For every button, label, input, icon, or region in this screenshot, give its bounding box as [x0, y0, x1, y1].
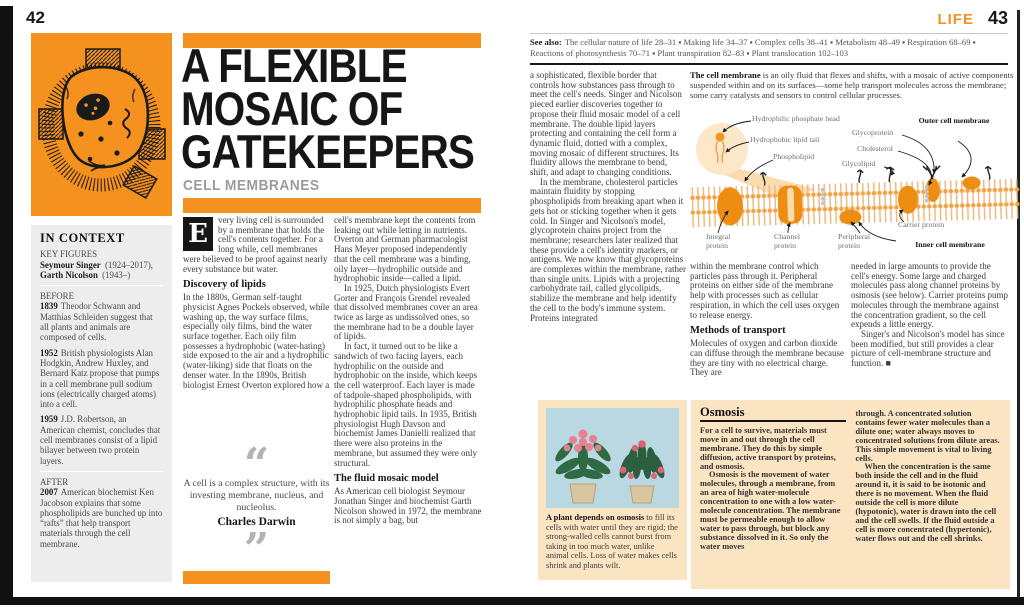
label-carrier-protein: Carrier protein	[898, 220, 945, 229]
timeline-entry: 1959 J.D. Robertson, an American chemist, concludes that cell membranes consist of a lipid bilayer between two protein layers.	[40, 414, 161, 466]
label-outer-membrane: Outer cell membrane	[918, 116, 990, 125]
drop-cap: E	[183, 217, 213, 251]
page-number-left: 42	[26, 8, 45, 27]
page-number-right: 43	[987, 8, 1008, 28]
body-paragraph: within the membrane control which particles pass through it. Peripheral proteins on either side of the membrane help with processes such as cellular respiration, in which the cell uses oxygen to release energy.	[690, 261, 840, 320]
close-quote-icon	[183, 530, 330, 560]
scan-edge-bottom	[0, 597, 1024, 605]
body-paragraph: Molecules of oxygen and carbon dioxide can diffuse through the membrane because they are tiny with no electrical charge. They are	[690, 338, 845, 378]
see-also-rule	[530, 63, 1008, 65]
diagram-caption: The cell membrane is an oily fluid that flexes and shifts, with a mosaic of active components suspended within and on its surfaces—some help transport molecules across the membrane; some carry catalysts and sensors to control cellular processes.	[690, 70, 1014, 100]
open-quote-icon	[183, 448, 330, 474]
label-glycoprotein: Glycoprotein	[852, 128, 894, 137]
divider	[40, 285, 163, 286]
body-paragraph: needed in large amounts to provide the cell's energy. Some large and charged molecules pass along channel proteins by osmosis (see below). Carrier proteins pump molecules through the membrane against the concentration gradient, so the cell expends a little energy.	[851, 261, 1008, 330]
key-figures-label: KEY FIGURES	[40, 249, 98, 260]
timeline-entry: 2007 American biochemist Ken Jacobson explains that some phospholipids are bunched up into “rafts” that help transport materials through the cell membrane.	[40, 487, 163, 549]
timeline-entry: 1952 British physiologists Alan Hodgkin, Andrew Huxley, and Bernard Katz propose that pumps in a cell membrane pull sodium ions (electrically charged atoms) into a cell.	[40, 347, 160, 410]
healthy-plant	[553, 430, 614, 504]
body-paragraph: Singer's and Nicolson's model has since been modified, but still provides a clear picture of cell-membrane structure and function. ■	[851, 328, 1005, 369]
section-heading: The fluid mosaic model	[334, 473, 439, 485]
divider	[40, 471, 163, 472]
osmosis-box	[691, 400, 1010, 589]
wilted-plant	[617, 440, 667, 503]
plant-photo-box	[538, 400, 687, 580]
label-integral-protein: Integral protein	[706, 232, 731, 250]
body-paragraph: In the membrane, cholesterol particles maintain fluidity by stopping phospholipids from breaking apart when it gets hot or sticking together when it gets cold. In Singer and Nicolson's model, glycoprotein chains project from the membrane; researchers later realized that these provide a cell's identity markers, or antigens. We now know that glycoproteins are complexes within the membrane, rather than single units. Lipids with a projecting carbohydrate tail, called glycolipids, stabilize the membrane and help identify the cell to the body's immune system. Proteins integrated	[530, 176, 686, 323]
section-heading: Methods of transport	[690, 325, 786, 337]
label-hydrophobic-tail: Hydrophobic lipid tail	[750, 135, 820, 144]
text-column-5	[851, 262, 1008, 369]
see-also: See also: The cellular nature of life 28–31 ▪ Making life 34–37 ▪ Complex cells 38–41 ▪ Metabolism 48–49 ▪ Respiration 68–69 ▪ Reactions of photosynthesis 70–71 ▪ Plant transpiration 82–83 ▪ Plant translocation 102–103	[530, 37, 976, 58]
label-inner-membrane: Inner cell membrane	[915, 240, 985, 249]
box-paragraph: For a cell to survive, materials must move in and out through the cell membrane. They do this by simple diffusion, active transport by proteins, and osmosis.	[700, 425, 836, 471]
article-title: A FLEXIBLE MOSAIC OF GATEKEEPERS	[181, 39, 475, 178]
section-heading: Discovery of lipids	[183, 279, 266, 291]
header-rule	[530, 33, 1008, 34]
plant-caption: A plant depends on osmosis to fill its cells with water until they are rigid; the strong-walled cells cannot burst from taking in too much water, unlike animal cells. Loss of water makes cells shrink and plants wilt.	[546, 513, 678, 570]
osmosis-title-rule	[700, 420, 846, 422]
key-figure: Seymour Singer (1924–2017),	[40, 259, 154, 270]
label-cholesterol: Cholesterol	[857, 144, 893, 153]
scan-edge-left	[0, 6, 13, 598]
pull-quote	[183, 448, 330, 560]
accent-bar	[183, 198, 481, 213]
key-figure: Garth Nicolson (1943–)	[40, 269, 131, 280]
before-label: BEFORE	[40, 291, 75, 302]
timeline-entry: 1839 Theodor Schwann and Matthias Schleiden suggest that all plants and animals are composed of cells.	[40, 301, 153, 343]
label-channel-protein: Channel protein	[774, 232, 800, 250]
in-context-box	[31, 225, 172, 582]
box-paragraph: through. A concentrated solution contains fewer water molecules than a dilute one; water always moves to concentrated solutions from dilute areas. This simple movement is vital to living cells.	[855, 409, 1000, 463]
plants-illustration	[546, 408, 679, 508]
plant-photo	[546, 408, 679, 508]
osmosis-column-2	[856, 408, 1002, 581]
osmosis-column-1	[700, 405, 846, 581]
body-paragraph: cell's membrane kept the contents from leaking out while letting in nutrients. Overton and German pharmacologist Hans Meyer proposed independently that the cell membrane was a binding, oily layer—hydrophilic outside and hydrophobic inside—called a lipid.	[334, 215, 476, 284]
cell-membrane-diagram	[690, 71, 1020, 263]
intro-paragraph: E very living cell is surrounded by a membrane that holds the cell's contents together. For a long while, cell membranes were believed to be proof against nearly every substance but water.	[183, 215, 328, 274]
body-paragraph: In the 1880s, German self-taught physicist Agnes Pockels observed, while washing up, the way surface films, especially oily films, bind the water surface together. Each oily film possesses a hydrophobic (water-hating) side exposed to the air and a hydrophilic (water-liking) side that floats on the denser water. In the 1890s, British biologist Ernest Overton explored how a	[183, 292, 330, 390]
body-paragraph: In 1925, Dutch physiologists Evert Gorter and François Grendel revealed that dissolved membranes cover an area twice as large as undissolved ones, so the membrane had to be a double layer of lipids.	[334, 282, 478, 342]
body-paragraph: In fact, it turned out to be like a sandwich of two facing layers, each hydrophilic on the outside and hydrophobic on the inside, which keeps the cell waterproof. Each layer is made of tadpole-shaped phospholipids, with hydrophilic phosphate heads and hydrophobic lipid tails. In 1935, British physiologist Hugh Davson and biochemist James Danielli realized that there were also proteins in the membrane, but assumed they were only structural.	[334, 341, 477, 468]
in-context-title: IN CONTEXT	[40, 231, 125, 245]
text-column-1	[183, 216, 330, 390]
cell-drawing-icon	[31, 33, 172, 216]
cell-illustration-box	[31, 33, 172, 216]
label-hydrophilic-head: Hydrophilic phosphate head	[752, 114, 840, 123]
text-column-4	[690, 262, 846, 378]
quote-text: A cell is a complex structure, with its investing membrane, nucleus, and nucleolus.	[183, 478, 330, 513]
text-column-2	[334, 216, 482, 526]
box-paragraph: When the concentration is the same both inside the cell and in the fluid around it, it is said to be isotonic and there is no movement. When the fluid outside the cell is more dilute (hypotonic), water is drawn into the cell and the cell swells. If the fluid outside a cell is more concentrated (hypertonic), water flows out and the cell shrinks.	[855, 462, 997, 543]
right-page-header	[530, 8, 1008, 29]
label-peripheral-protein: Peripheral protein	[838, 232, 871, 250]
magnifier-circle	[696, 123, 748, 175]
label-glycolipid: Glycolipid	[842, 159, 876, 168]
accent-bar	[183, 571, 330, 584]
osmosis-title: Osmosis	[700, 405, 745, 419]
body-paragraph: As American cell biologist Seymour Jonathan Singer and biochemist Garth Nicolson showed in 1972, the membrane is not simply a bag, but	[334, 486, 482, 526]
article-subtitle: CELL MEMBRANES	[183, 177, 320, 194]
body-paragraph: a sophisticated, flexible border that controls how substances pass through to meet the cell's needs. Singer and Nicolson pieced earlier discoveries together to propose their fluid mosaic model of a cell membrane. The double lipid layers protecting and containing the cell form a dynamic fluid, dotted with a complex, moving mosaic of different structures. Its fluidity allows the membrane to bend, shift, and adapt to changing conditions.	[530, 70, 682, 178]
after-label: AFTER	[40, 476, 69, 487]
box-paragraph: Osmosis is the movement of water molecules, through a membrane, from an area of high water-molecule concentration to one with a low water-molecule concentration. The membrane must be permeable enough to allow water to pass through, but block any substance dissolved in it. So only the water moves	[700, 470, 841, 551]
text-column-3	[530, 71, 687, 323]
quote-attribution: Charles Darwin	[217, 516, 296, 528]
label-phospholipid: Phospholipid	[773, 152, 815, 161]
section-label: LIFE	[937, 11, 974, 28]
